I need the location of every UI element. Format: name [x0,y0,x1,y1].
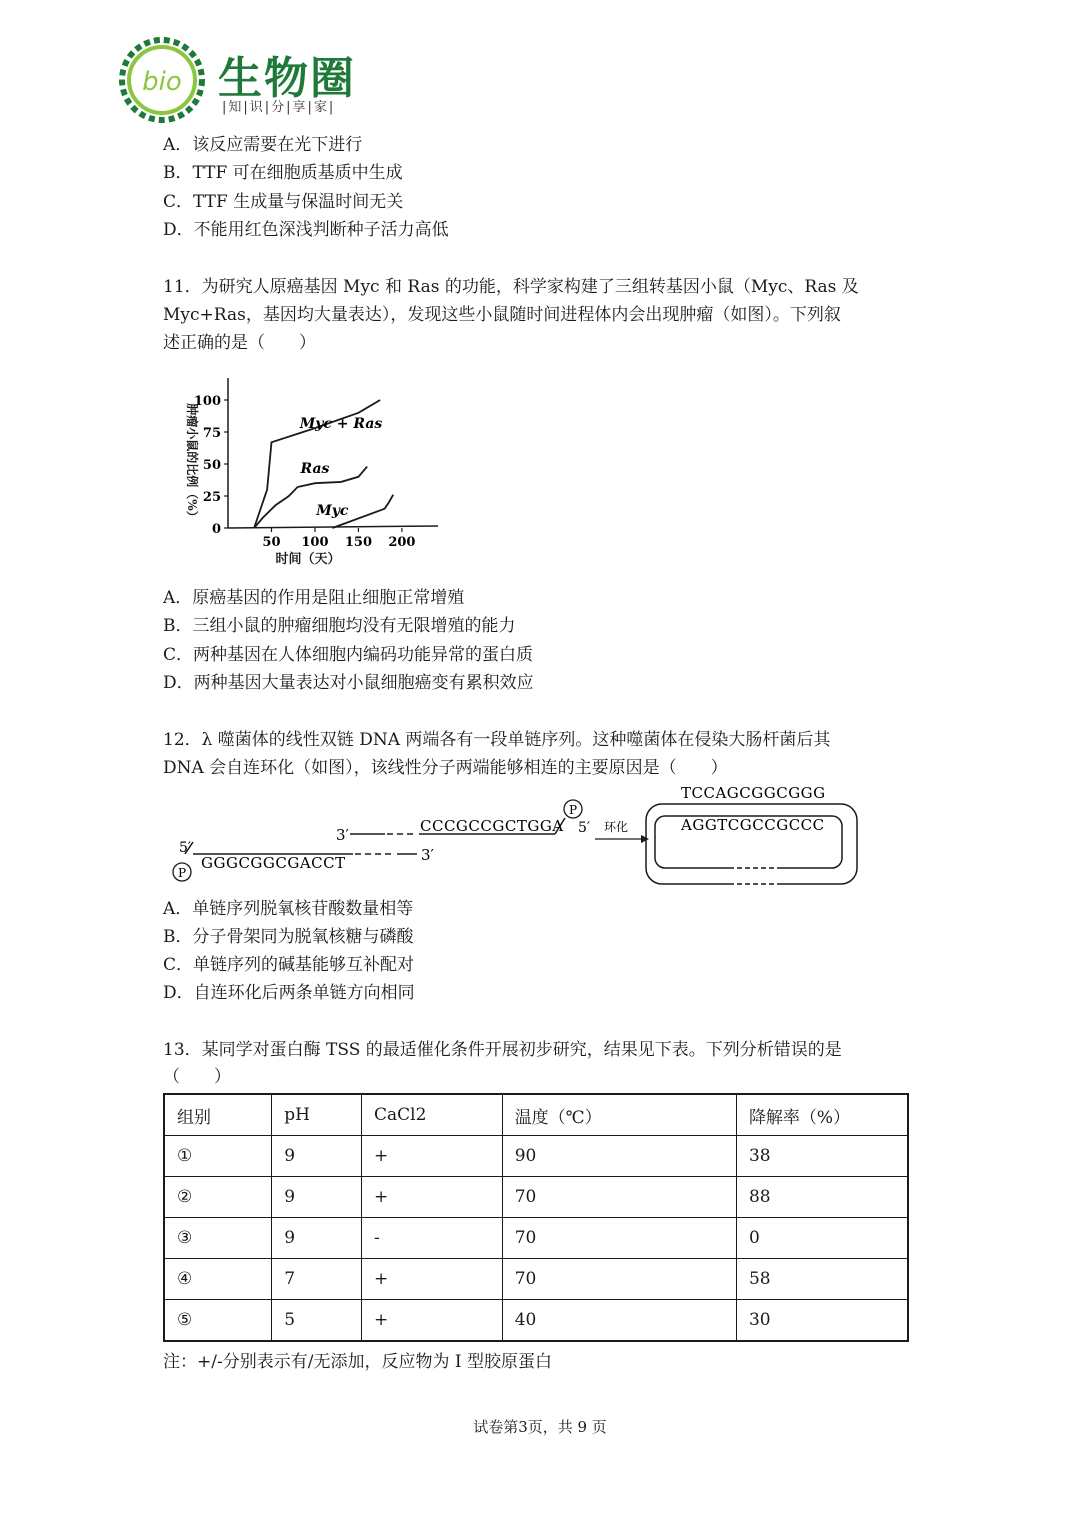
table-row [164,1218,908,1259]
chart-x-tick-label: 50 [262,535,281,550]
table-cell: 70 [502,1218,736,1259]
chart-y-tick-label: 100 [193,394,221,409]
header-cell: 降解率（%） [736,1094,908,1136]
chart-x-tick-label: 150 [344,535,373,550]
q11-option-a: A．原癌基因的作用是阻止细胞正常增殖 [163,588,465,608]
table-cell: + [362,1177,503,1218]
table-cell: ③ [164,1218,272,1259]
chart-y-tick-label: 75 [202,426,221,441]
table-cell: 0 [736,1218,908,1259]
table-row [164,1136,908,1177]
table-cell: - [362,1218,503,1259]
chart-series-label: Ras [300,460,330,477]
table-cell: + [362,1300,503,1342]
chart-y-label: 肿瘤小鼠的比例（%） [185,403,199,523]
table-cell: 40 [502,1300,736,1342]
header-cell: pH [272,1094,362,1136]
q11-stem-line-2: Myc+Ras，基因均大量表达），发现这些小鼠随时间进程体内会出现肿瘤（如图）。下列叙 [163,305,841,325]
table-row [164,1177,908,1218]
q11-option-c: C．两种基因在人体细胞内编码功能异常的蛋白质 [163,645,534,665]
dna-ring-icon [112,30,222,130]
header-cell: 温度（℃） [502,1094,736,1136]
q12-stem-line-1: 12．λ 噬菌体的线性双链 DNA 两端各有一段单链序列。这种噬菌体在侵染大肠杆菌后其 [163,730,831,750]
table-cell: 70 [502,1259,736,1300]
table-cell: 30 [736,1300,908,1342]
table-cell: ① [164,1136,272,1177]
label-3prime-top: 3′ [336,826,349,844]
logo-title: 生物圈 [218,53,356,104]
table-cell: + [362,1259,503,1300]
q12-option-b: B．分子骨架同为脱氧核糖与磷酸 [163,927,414,947]
table-cell: 90 [502,1136,736,1177]
page-footer: 试卷第3页，共 9 页 [473,1418,607,1436]
label-5prime-top: 5′ [578,820,591,836]
table-cell: 70 [502,1177,736,1218]
q10-option-c: C．TTF 生成量与保温时间无关 [163,192,404,212]
table-cell: 5 [272,1300,362,1342]
bottom-sequence: GGGCGGCGACCT [201,854,346,872]
table-cell: 9 [272,1218,362,1259]
table-cell: 38 [736,1136,908,1177]
table-cell: 7 [272,1259,362,1300]
q12-stem-line-2: DNA 会自连环化（如图），该线性分子两端能够相连的主要原因是（ ） [163,758,728,778]
header-cell: CaCl2 [362,1094,503,1136]
table-cell: 9 [272,1136,362,1177]
q10-option-a: A．该反应需要在光下进行 [163,135,363,155]
q10-option-d: D．不能用红色深浅判断种子活力高低 [163,220,449,240]
q11-option-d: D．两种基因大量表达对小鼠细胞癌变有累积效应 [163,673,534,693]
chart-series-group [254,400,393,528]
q13-stem-line-1: 13．某同学对蛋白酶 TSS 的最适催化条件开展初步研究，结果见下表。下列分析错误的是 [163,1040,842,1060]
q12-option-a: A．单链序列脱氧核苷酸数量相等 [163,899,414,919]
logo-mark-text: bio [142,67,182,97]
phosphate-bottom-label: P [177,866,187,880]
q11-option-b: B．三组小鼠的肿瘤细胞均没有无限增殖的能力 [163,616,516,636]
table-cell: ④ [164,1259,272,1300]
chart-y-tick-label: 50 [202,458,221,473]
chart-series-label: Myc [316,503,349,520]
chart-series-label: Myc + Ras [299,416,383,433]
table-cell: 58 [736,1259,908,1300]
chart-x-tick-label: 200 [388,535,416,550]
phosphate-top-label: P [568,803,578,817]
label-3prime-bottom: 3′ [421,846,434,864]
table-cell: ⑤ [164,1300,272,1342]
arrow-head-icon [641,835,649,843]
q12-option-c: C．单链序列的碱基能够互补配对 [163,955,415,975]
q13-note: 注：+/-分别表示有/无添加，反应物为 I 型胶原蛋白 [163,1352,552,1372]
label-5prime-bottom: 5′ [179,840,192,856]
table-cell: 9 [272,1177,362,1218]
arrow-label: 环化 [604,820,629,834]
table-header-row [164,1094,908,1136]
q12-option-d: D．自连环化后两条单链方向相同 [163,983,415,1003]
q13-stem-line-2: （ ） [163,1067,231,1087]
tumor-chart [170,375,440,570]
circle-outer-sequence: TCCAGCGGCGGG [681,784,826,802]
table-cell: ② [164,1177,272,1218]
top-sequence: CCCGCCGCTGGA [420,817,564,835]
logo-subtitle: |知|识|分|享|家| [222,100,336,115]
header-cell: 组别 [164,1094,272,1136]
results-table [163,1093,909,1342]
chart-y-tick-label: 0 [211,522,221,537]
q11-stem-line-3: 述正确的是（ ） [163,333,316,353]
q11-stem-line-1: 11．为研究人原癌基因 Myc 和 Ras 的功能，科学家构建了三组转基因小鼠（Myc、Ras 及 [163,277,859,297]
dna-circularization-diagram [163,782,883,894]
table-cell: 88 [736,1177,908,1218]
table-cell: + [362,1136,503,1177]
q10-option-b: B．TTF 可在细胞质基质中生成 [163,163,403,183]
chart-y-tick-label: 25 [202,490,221,505]
chart-x-tick-label: 100 [301,535,329,550]
table-row [164,1259,908,1300]
circle-inner-sequence: AGGTCGCCGCCC [681,816,825,834]
chart-x-label: 时间（天） [275,552,341,567]
table-row [164,1300,908,1342]
